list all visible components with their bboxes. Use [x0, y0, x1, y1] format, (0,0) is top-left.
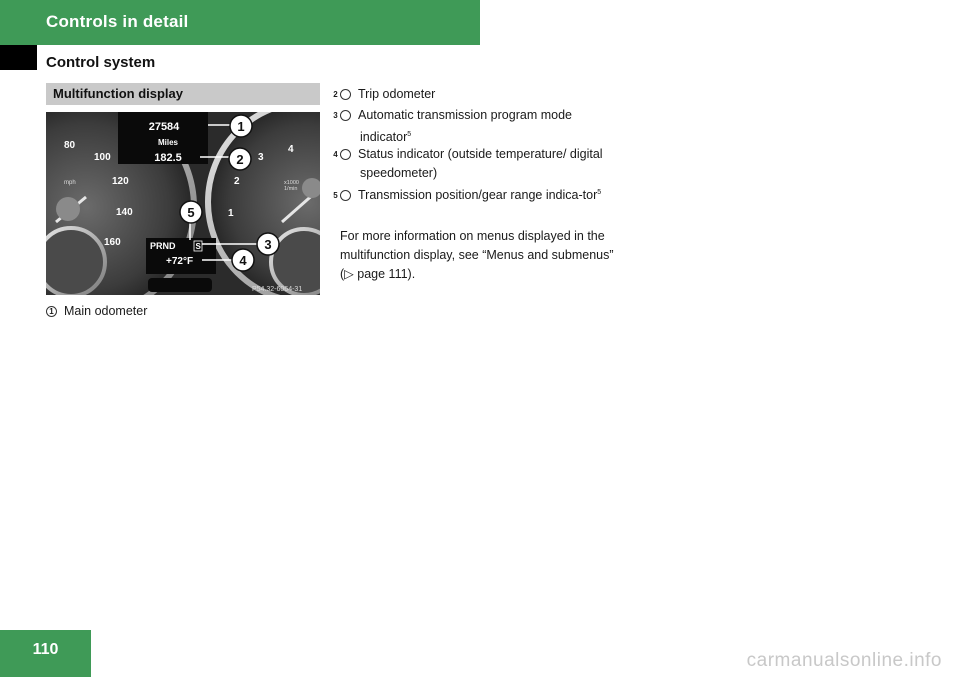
callout-number: 1	[237, 119, 245, 134]
small-left-gauge	[46, 228, 105, 295]
rpm-unit: x1000	[284, 180, 299, 186]
callout-2	[229, 148, 251, 170]
instrument-cluster-figure	[46, 112, 320, 295]
page-ref-arrow-icon: ▷	[344, 267, 354, 281]
miles-label: Miles	[157, 138, 179, 147]
item-number: 3	[340, 110, 351, 121]
callout-3	[257, 233, 279, 255]
item-number: 2	[340, 89, 351, 100]
callout-1	[230, 115, 252, 137]
item-text: Transmission position/gear range indica-tor	[358, 188, 598, 202]
item-number: 4	[340, 149, 351, 160]
speed-unit: mph	[64, 180, 76, 186]
list-item	[333, 145, 620, 183]
gear-mode: S	[195, 242, 201, 251]
callout-4	[232, 249, 254, 271]
figure-ref-code: P54.32-6064-31	[252, 286, 303, 293]
list-item	[333, 106, 620, 147]
chapter-header	[0, 0, 480, 45]
speed-tick: 160	[104, 237, 121, 248]
item-text: Trip odometer	[358, 87, 436, 101]
callout-5	[180, 201, 202, 223]
speed-tick: 80	[64, 140, 76, 151]
callout-number: 3	[264, 237, 272, 252]
box-heading	[46, 83, 320, 105]
chapter-title: Controls in detail	[46, 12, 189, 31]
callout-number: 4	[239, 253, 247, 268]
odometer-value: 27584	[148, 121, 180, 133]
footnote-ref: 5	[407, 131, 412, 138]
item-number: 1	[46, 306, 57, 317]
watermark: carmanualsonline.info	[746, 650, 942, 671]
rpm-unit: 1/min	[284, 186, 298, 192]
speed-tick: 100	[94, 152, 111, 163]
speed-tick: 120	[112, 176, 129, 187]
list-item	[46, 302, 147, 321]
rpm-tick: 2	[234, 176, 240, 187]
box-heading-label: Multifunction display	[53, 86, 183, 101]
trip-value: 182.5	[154, 152, 182, 164]
temperature-value: +72°F	[166, 256, 194, 267]
callout-number: 5	[187, 205, 195, 220]
gear-indicator: PRND	[150, 241, 176, 251]
item-text: Automatic transmission program mode indicator	[358, 108, 572, 144]
section-title: Control system	[46, 54, 156, 71]
footnote-ref: 5	[597, 189, 602, 196]
info-paragraph	[340, 227, 625, 284]
section-marker	[0, 45, 37, 70]
speed-tick: 140	[116, 207, 133, 218]
page-ref-link[interactable]: page 111).	[353, 267, 416, 281]
list-item	[333, 85, 620, 104]
callout-number: 2	[236, 152, 244, 167]
rpm-tick: 1	[228, 208, 234, 219]
item-text: Status indicator (outside temperature/ digital speedometer)	[358, 147, 603, 180]
page-number: 110	[32, 641, 59, 658]
paragraph-text: For more information on menus displayed in the multifunction display, see “Menus and submenus” (	[340, 229, 614, 281]
rpm-tick: 4	[288, 144, 294, 155]
item-number: 5	[340, 190, 351, 201]
rpm-tick: 3	[258, 152, 264, 163]
page-number-tab	[0, 630, 91, 677]
list-item	[333, 183, 620, 205]
item-text: Main odometer	[64, 304, 148, 318]
